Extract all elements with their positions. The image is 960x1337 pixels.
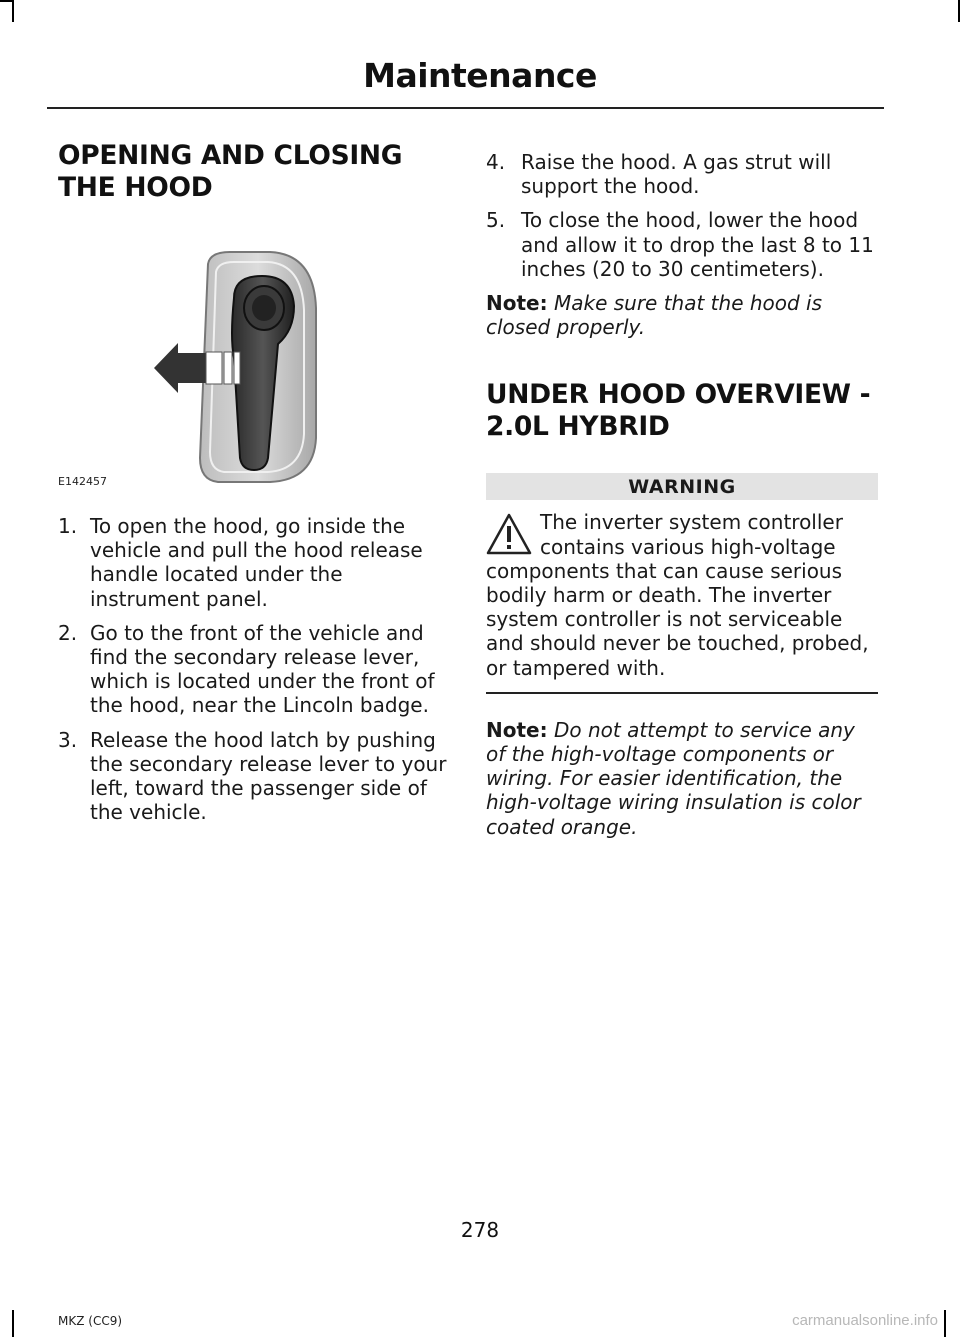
crop-mark: [12, 1310, 14, 1337]
list-item: [58, 621, 450, 718]
crop-mark: [12, 0, 14, 22]
note-text: Do not attempt to service any of the high-voltage components or wiring. For easier identification, the high-voltage wiring insulation is color coated orange.: [486, 717, 861, 839]
steps-list: [486, 150, 878, 281]
hood-release-handle-illustration: [58, 248, 358, 488]
model-code: MKZ (CC9): [58, 1314, 123, 1328]
note-label: Note:: [486, 717, 548, 742]
step-number: 3.: [58, 727, 78, 752]
section-heading-hood: [58, 140, 450, 204]
step-number: 5.: [486, 208, 506, 233]
step-text: To close the hood, lower the hood and allow it to drop the last 8 to 11 inches (20 to 30 centimeters).: [521, 208, 874, 281]
heading-line: THE HOOD: [58, 172, 213, 203]
note-text: Make sure that the hood is closed properly.: [486, 291, 823, 340]
section-heading-under-hood: [486, 379, 878, 443]
steps-list: [58, 514, 450, 824]
step-number: 4.: [486, 150, 506, 174]
right-column: [486, 150, 878, 839]
page-number: 278: [460, 1218, 500, 1242]
step-text: Raise the hood. A gas strut will support the hood.: [521, 150, 832, 199]
left-column: [58, 140, 450, 834]
page-header-title: Maintenance: [363, 56, 597, 95]
warning-text: The inverter system controller contains various high-voltage components that can cause serious bodily harm or death. The inverter system controller is not serviceable and should never be touched, probed, or tampered with.: [486, 510, 869, 680]
heading-line: UNDER HOOD OVERVIEW -: [486, 379, 871, 411]
list-item: [486, 208, 878, 281]
figure-id: E142457: [58, 475, 107, 488]
hood-release-figure: [58, 248, 358, 488]
step-number: 2.: [58, 620, 78, 645]
warning-label: WARNING: [486, 473, 878, 500]
note-high-voltage: [486, 718, 878, 839]
list-item: [58, 728, 450, 825]
header-rule: [47, 107, 884, 109]
step-text: Release the hood latch by pushing the secondary release lever to your left, toward the passenger side of the vehicle.: [90, 727, 447, 825]
list-item: [58, 514, 450, 611]
step-text: To open the hood, go inside the vehicle and pull the hood release handle located under the instrument panel.: [90, 514, 423, 611]
note-label: Note:: [486, 291, 548, 316]
note-hood-closed: [486, 291, 878, 339]
watermark: carmanualsonline.info: [792, 1312, 938, 1329]
warning-rule: [486, 692, 878, 694]
list-item: [486, 150, 878, 198]
step-text: Go to the front of the vehicle and find the secondary release lever, which is located under the front of the hood, near the Lincoln badge.: [90, 620, 435, 718]
warning-box: [486, 510, 878, 679]
warning-triangle-icon: [486, 512, 532, 556]
heading-line: OPENING AND CLOSING: [58, 140, 403, 171]
heading-line: 2.0L HYBRID: [486, 411, 670, 443]
crop-mark: [944, 1310, 946, 1337]
step-number: 1.: [58, 514, 78, 538]
